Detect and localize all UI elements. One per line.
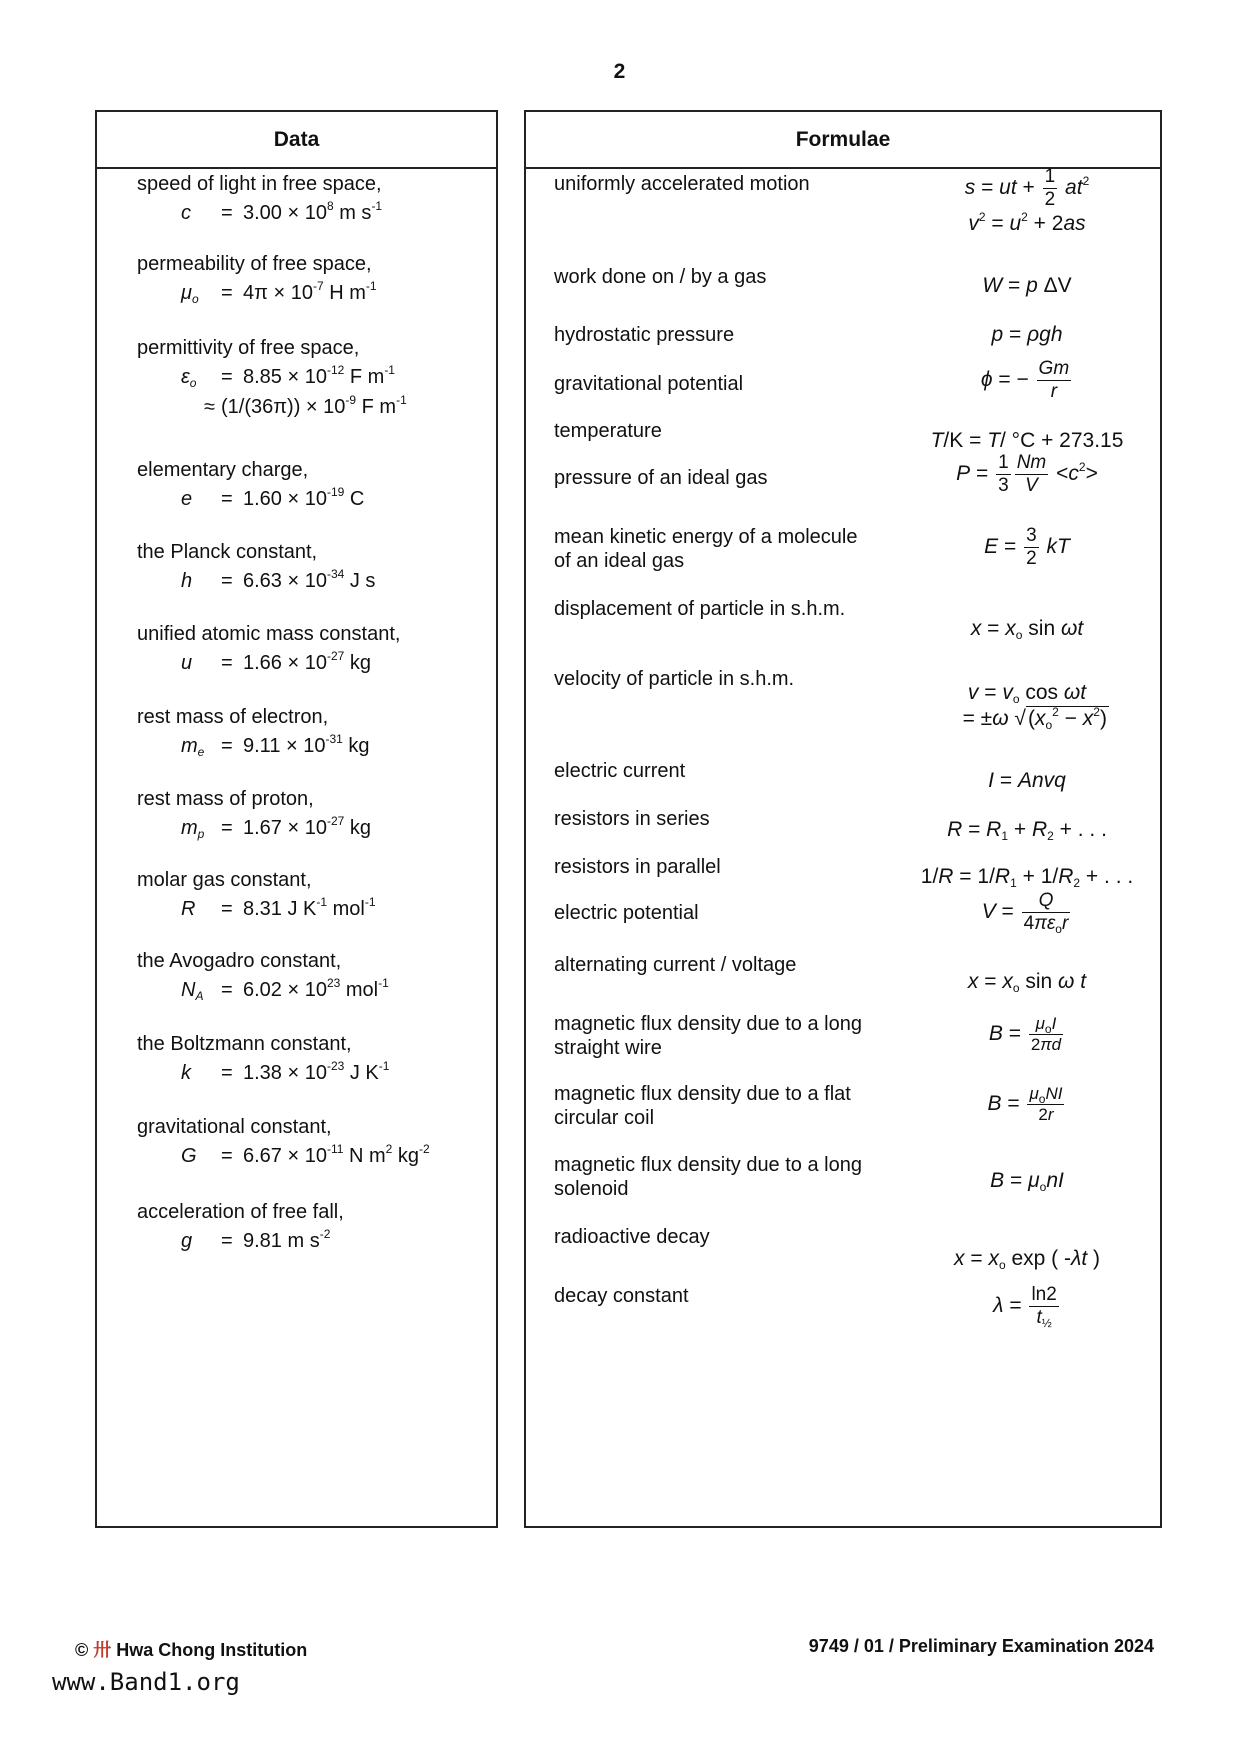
formula-label: magnetic flux density due to a flat circular coil <box>554 1083 851 1129</box>
constant-value: 6.67 × 10 <box>243 1145 327 1167</box>
constant-label: gravitational constant, <box>137 1116 332 1138</box>
formula-label: velocity of particle in s.h.m. <box>554 668 795 690</box>
constant-unit: J K <box>344 1062 379 1084</box>
formula-label: uniformly accelerated motion <box>554 173 810 195</box>
data-panel <box>95 110 498 1528</box>
constant-symbol: R <box>181 898 196 920</box>
formula-mean-kinetic-energy: E = $\frac{3}{2}$ kT <box>984 525 1070 569</box>
data-entry <box>137 458 364 512</box>
formula-decay-constant: λ = $\frac{\ln 2}{t_{\frac{1}{2}}}$ <box>993 1284 1057 1330</box>
constant-label: unified atomic mass constant, <box>137 623 401 645</box>
formula-resistors-series: $R = R_1 + R_2$ + . . . <box>947 818 1107 843</box>
constant-value-line: $m_p = 1.67 \times 10^{-27}$ kg <box>181 814 371 841</box>
data-entry <box>137 252 377 306</box>
constant-value-line: g = 9.81 m $s^{-2}$ <box>181 1227 331 1252</box>
formula-temperature: T/K = T/ °C + 273.15 <box>930 429 1124 452</box>
formula-label: temperature <box>554 420 662 442</box>
constant-value-line: $c = 3.00 \times 10^8$ m $s^{-1}$ <box>181 199 383 224</box>
formula-electric-current: I = Anvq <box>988 769 1066 792</box>
formula-electric-potential: V = $\frac{Q}{4\pi\varepsilon_or}$ <box>981 890 1069 936</box>
constant-value: 1.66 × 10 <box>243 652 327 674</box>
constant-label: permeability of free space, <box>137 253 372 275</box>
constant-value-line: $m_e = 9.11 \times 10^{-31}$ kg <box>181 732 370 759</box>
constant-symbol: G <box>181 1145 197 1167</box>
constant-symbol: k <box>181 1062 191 1084</box>
formula-label: radioactive decay <box>554 1226 710 1248</box>
constant-label: acceleration of free fall, <box>137 1201 344 1223</box>
school-logo-icon: 卅 <box>93 1640 112 1660</box>
constant-value-line: $k = 1.38 \times 10^{-23}$ J $K^{-1}$ <box>181 1059 390 1084</box>
constant-unit: m s <box>333 202 372 224</box>
data-entry <box>137 172 382 226</box>
constant-value: 6.02 × 10 <box>243 979 327 1001</box>
constant-value: 3.00 × 10 <box>243 202 327 224</box>
constant-value-line: $\mu_o = 4\pi \times 10^{-7}$ H $m^{-1}$ <box>181 279 377 306</box>
institution-name: Hwa Chong Institution <box>116 1640 308 1660</box>
constant-value: 4π × 10 <box>243 282 313 304</box>
copyright-icon: © <box>75 1640 89 1660</box>
formula-radioactive-decay: $x = x_o$ exp ( -λt ) <box>954 1247 1100 1272</box>
data-entry <box>137 336 407 420</box>
formula-label: gravitational potential <box>554 373 744 395</box>
formula-flux-circular-coil: B = $\frac{\mu_oNI}{2r}$ <box>987 1084 1063 1124</box>
data-entry <box>137 787 371 841</box>
constant-unit: C <box>344 488 365 510</box>
constant-symbol: $\varepsilon_o$ <box>181 366 197 390</box>
constant-symbol: $m_p$ <box>181 817 205 841</box>
formula-uniform-motion: s = ut + $\frac{1}{2}$ $at^2$ $v^2 = u^2 + 2as$ <box>964 166 1090 235</box>
constant-value-line: $e = 1.60 \times 10^{-19}$ C <box>181 485 365 510</box>
constant-value: 1.38 × 10 <box>243 1062 327 1084</box>
formula-label: magnetic flux density due to a long solenoid <box>554 1154 862 1200</box>
formula-hydrostatic-pressure: p = ρgh <box>991 323 1063 346</box>
formula-alternating-current: $x = x_o$ sin ω t <box>967 970 1087 995</box>
formula-resistors-parallel: $1/R = 1/R_1 + 1/R_2$ + . . . <box>920 865 1134 890</box>
constant-unit: J s <box>344 570 376 592</box>
constant-symbol: h <box>181 570 193 592</box>
data-heading: Data <box>97 112 496 169</box>
data-entry <box>137 622 400 676</box>
constant-unit: H m <box>323 282 366 304</box>
formula-label: work done on / by a gas <box>554 266 767 288</box>
data-entry <box>137 1115 430 1169</box>
watermark-url: www.Band1.org <box>52 1668 240 1696</box>
formula-label: alternating current / voltage <box>554 954 797 976</box>
formulae-heading: Formulae <box>526 112 1160 169</box>
constant-value: 6.63 × 10 <box>243 570 327 592</box>
constant-label: rest mass of proton, <box>137 788 314 810</box>
data-entry <box>137 540 375 594</box>
formula-label: displacement of particle in s.h.m. <box>554 598 846 620</box>
formula-flux-solenoid: $B = \mu_onI$ <box>990 1169 1064 1194</box>
constant-unit: kg <box>344 817 371 839</box>
formula-shm-displacement: $x = x_o$ sin ωt <box>970 617 1084 642</box>
constant-label: elementary charge, <box>137 459 309 481</box>
formula-gravitational-potential: ϕ = − $\frac{Gm}{r}$ <box>980 358 1070 402</box>
data-entry <box>137 868 376 922</box>
constant-value: 9.81 m s <box>243 1230 320 1252</box>
constant-unit: N m <box>343 1145 386 1167</box>
formula-label: electric potential <box>554 902 699 924</box>
constant-symbol: $m_e$ <box>181 735 205 759</box>
constant-value-line: R = 8.31 J $K^{-1}$ mol$^{-1}$ <box>181 895 376 920</box>
data-entry <box>137 705 370 759</box>
constant-value: 8.31 J K <box>243 898 317 920</box>
footer-institution <box>75 1636 307 1662</box>
constant-symbol: g <box>181 1230 193 1252</box>
data-entry <box>137 1200 344 1254</box>
constant-approx-line: ≈ $(1/(36\pi)) \times 10^{-9}$ F $m^{-1}$ <box>204 393 407 418</box>
data-entry <box>137 1032 389 1086</box>
formula-shm-velocity: $v = v_o$ cos ωt = ±ω $√(x_o^2 - x^2)$ <box>945 681 1107 732</box>
constant-label: molar gas constant, <box>137 869 312 891</box>
constant-value-line: $\varepsilon_o = 8.85 \times 10^{-12}$ F $m^{-1}$ <box>181 363 395 390</box>
constant-value-line: $N_A = 6.02 \times 10^{23}$ mol$^{-1}$ <box>181 976 389 1003</box>
constant-unit: mol <box>327 898 365 920</box>
constant-symbol: e <box>181 488 193 510</box>
constant-label: the Avogadro constant, <box>137 950 342 972</box>
constant-unit: kg <box>342 735 370 757</box>
formula-label: pressure of an ideal gas <box>554 467 768 489</box>
constant-value: 9.11 × 10 <box>243 735 326 757</box>
constant-value-line: $G = 6.67 \times 10^{-11}$ N $m^2$ $kg^{-2}$ <box>181 1142 430 1167</box>
formula-ideal-gas-pressure: P = $\frac{1}{3}$ $\frac{Nm}{V}$ $<c^2>$ <box>956 452 1098 496</box>
formula-work-done: W = p ΔV <box>982 274 1072 297</box>
formulae-panel <box>524 110 1162 1528</box>
page-number: 2 <box>613 60 626 83</box>
constant-value-line: $h = 6.63 \times 10^{-34}$ J s <box>181 567 376 592</box>
constant-value: 1.67 × 10 <box>243 817 327 839</box>
constant-unit: kg <box>344 652 371 674</box>
constant-symbol: $N_A$ <box>181 979 204 1003</box>
formula-label: resistors in parallel <box>554 856 721 878</box>
formula-flux-straight-wire: B = $\frac{\mu_oI}{2\pi d}$ <box>988 1014 1062 1054</box>
constant-unit: mol <box>340 979 379 1001</box>
formula-label: mean kinetic energy of a molecule of an ideal gas <box>554 526 858 572</box>
constant-label: rest mass of electron, <box>137 706 329 728</box>
constant-value: 1.60 × 10 <box>243 488 327 510</box>
constant-symbol: c <box>181 202 191 224</box>
constant-label: permittivity of free space, <box>137 337 360 359</box>
constant-value-line: $u = 1.66 \times 10^{-27}$ kg <box>181 649 371 674</box>
constant-label: the Boltzmann constant, <box>137 1033 352 1055</box>
formula-label: electric current <box>554 760 686 782</box>
formula-label: resistors in series <box>554 808 710 830</box>
formula-label: hydrostatic pressure <box>554 324 735 346</box>
data-entry <box>137 949 389 1003</box>
constant-label: the Planck constant, <box>137 541 318 563</box>
footer-exam: 9749 / 01 / Preliminary Examination 2024 <box>808 1636 1154 1656</box>
constant-symbol: $\mu_o$ <box>181 282 199 306</box>
constant-value: 8.85 × 10 <box>243 366 327 388</box>
constant-unit: F m <box>344 366 385 388</box>
formula-label: decay constant <box>554 1285 689 1307</box>
constant-label: speed of light in free space, <box>137 173 382 195</box>
formula-label: magnetic flux density due to a long straight wire <box>554 1013 862 1059</box>
constant-symbol: u <box>181 652 193 674</box>
